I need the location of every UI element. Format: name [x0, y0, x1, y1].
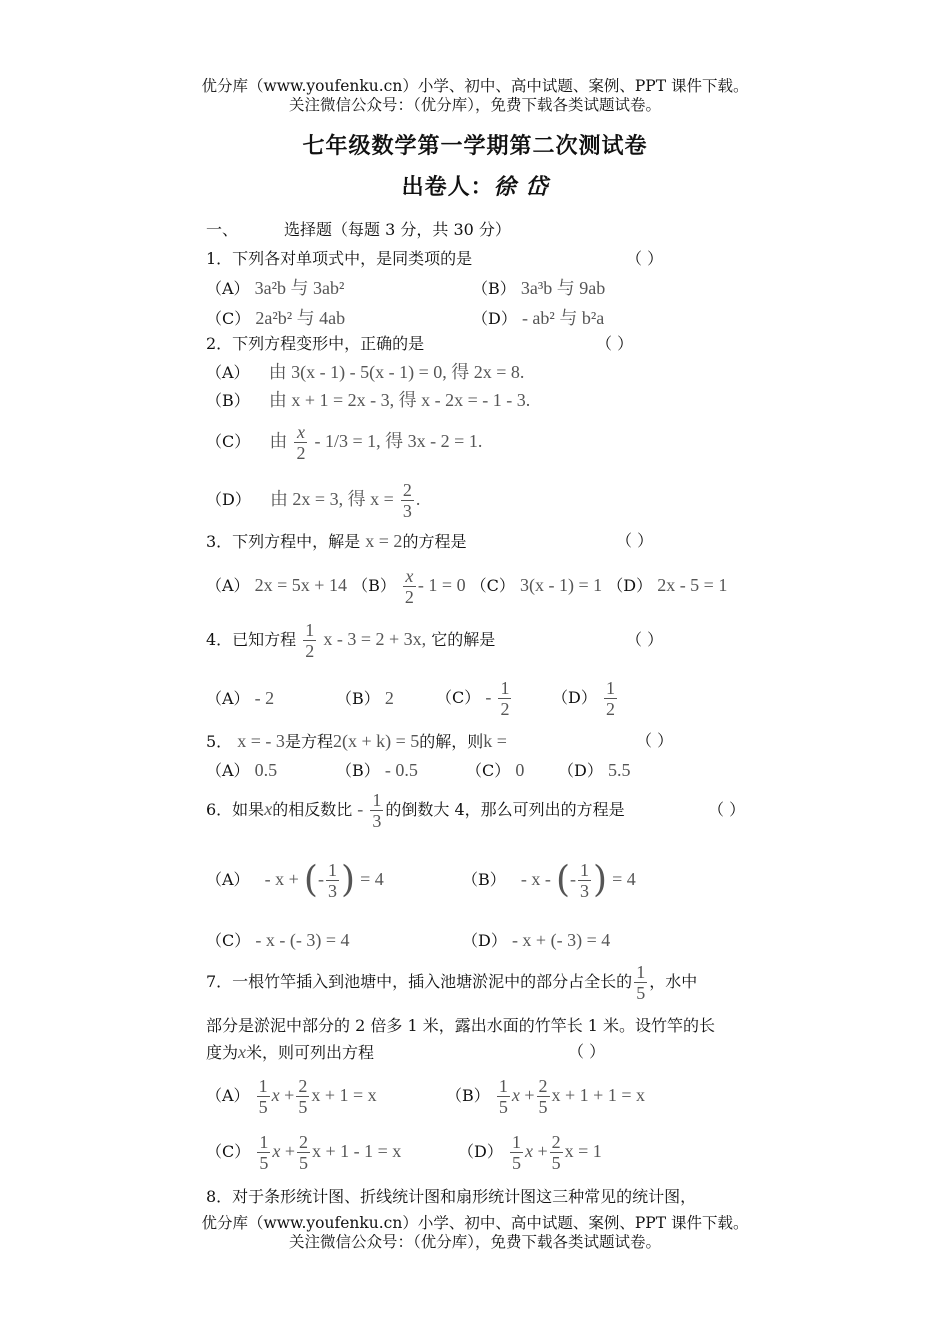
q2-answer-blank[interactable]: （ ）: [596, 334, 634, 353]
q5-stem-a: 5．: [206, 732, 233, 751]
q3-b-label: （B）: [352, 576, 396, 595]
q3-b-math: - 1 = 0: [417, 575, 466, 595]
q3-stem-a: 3．下列方程中，解是: [206, 532, 361, 551]
q7-stem-b: ，水中: [649, 972, 698, 991]
q4-stem-b: 它的解是: [431, 630, 496, 649]
q1-a-label: （A）: [206, 279, 250, 298]
q2-b-label: （B）: [206, 391, 250, 410]
q3-c-label: （C）: [470, 576, 515, 595]
q4-option-b: [336, 688, 394, 709]
q6-a-fraction: $\frac{1}{3}$: [327, 860, 337, 901]
q1-option-b: [472, 278, 605, 299]
q3-stem: [206, 531, 466, 552]
q5-d-label: （D）: [558, 761, 603, 780]
footer-line-2: 关注微信公众号：（优分库），免费下载各类试题试卷。: [288, 1233, 661, 1251]
q6-d-label: （D）: [462, 931, 507, 950]
q3-stem-b: 的方程是: [402, 532, 467, 551]
q7-option-d: （D） $\frac{1}{5}$ x + $\frac{2}{5}$ x = 1: [458, 1132, 602, 1173]
q6-stem-math: x: [264, 799, 273, 819]
q6-a-math-pre: - x +: [264, 869, 299, 889]
page-title: 七年级数学第一学期第二次测试卷: [302, 133, 648, 159]
q6-option-a: （A） - x + (- $\frac{1}{3}$ ) = 4: [206, 859, 384, 901]
q7-stem-line1: [206, 962, 697, 1003]
q1-stem: 1．下列各对单项式中，是同类项的是: [206, 249, 473, 268]
q5-d-math: 5.5: [607, 760, 631, 780]
q6-b-label: （B）: [462, 870, 506, 889]
q4-option-d: [552, 678, 619, 719]
q4-answer-blank[interactable]: （ ）: [626, 630, 664, 649]
q5-stem-math2: 2(x + k) = 5: [332, 731, 420, 751]
q6-stem-b: 的相反数比: [272, 800, 353, 819]
q4-d-fraction: $\frac{1}{2}$: [605, 678, 615, 719]
q4-a-math: - 2: [254, 688, 275, 708]
q6-stem: 6．如果x的相反数比 - $\frac{1}{3}$ 的倒数大 4，那么可列出的方程是: [206, 790, 625, 831]
q2-d-fraction: $\frac{2}{3}$: [402, 480, 412, 521]
q5-b-math: - 0.5: [384, 760, 418, 780]
q7-option-c: （C） $\frac{1}{5}$ x + $\frac{2}{5}$ x + 1 - 1 = x: [206, 1132, 402, 1173]
q7-b-label: （B）: [446, 1086, 490, 1105]
q5-c-math: 0: [515, 760, 525, 780]
q1-option-c: [206, 308, 345, 329]
q1-d-label: （D）: [472, 309, 517, 328]
q5-option-c: [466, 760, 524, 781]
q3-a-label: （A）: [206, 576, 250, 595]
q2-d-post: .: [415, 489, 421, 509]
q1-c-label: （C）: [206, 309, 251, 328]
q2-option-b: [206, 390, 530, 411]
q3-stem-math: x = 2: [365, 531, 403, 551]
q6-answer-blank[interactable]: （ ）: [708, 800, 746, 819]
q5-stem-math3: k =: [483, 731, 507, 751]
footer-line-1: 优分库（www.youfenku.cn）小学、初中、高中试题、案例、PPT 课件下载。: [201, 1214, 749, 1232]
q5-a-math: 0.5: [254, 760, 278, 780]
q4-c-label: （C）: [436, 688, 481, 707]
q7-stem-fraction: $\frac{1}{5}$: [636, 962, 646, 1003]
q4-stem-math: x - 3 = 2 + 3x,: [323, 629, 427, 649]
q1-b-math: 3a³b 与 9ab: [520, 278, 606, 298]
q5-stem-math1: x = - 3: [237, 731, 285, 751]
section-number: 一、: [206, 220, 239, 239]
q2-b-text: 由 x + 1 = 2x - 3, 得 x - 2x = - 1 - 3.: [268, 390, 531, 410]
q4-a-label: （A）: [206, 689, 250, 708]
q4-b-label: （B）: [336, 689, 380, 708]
q6-stem-a: 6．如果: [206, 800, 265, 819]
q1-b-label: （B）: [472, 279, 516, 298]
author-line: [0, 173, 950, 201]
q4-option-c: [436, 678, 513, 719]
q6-a-label: （A）: [206, 870, 250, 889]
q7-stem-line3: [206, 1042, 374, 1063]
q6-c-math: - x - (- 3) = 4: [255, 930, 350, 950]
q5-option-a: [206, 760, 277, 781]
q2-stem: 2．下列方程变形中，正确的是: [206, 334, 425, 353]
q3-answer-blank[interactable]: （ ）: [616, 531, 654, 550]
q6-stem-fraction: $\frac{1}{3}$: [372, 790, 382, 831]
q2-option-c: [206, 422, 482, 463]
q2-a-label: （A）: [206, 363, 250, 382]
q2-option-a: [206, 362, 524, 383]
q7-line3-math: x: [238, 1042, 247, 1062]
q3-d-label: （D）: [607, 576, 653, 595]
q7-c-label: （C）: [206, 1142, 251, 1161]
q7-d-label: （D）: [458, 1142, 503, 1161]
q4-d-label: （D）: [552, 688, 597, 707]
q7-a-label: （A）: [206, 1086, 250, 1105]
q1-a-math: 3a²b 与 3ab²: [254, 278, 345, 298]
q2-d-label: （D）: [206, 490, 251, 509]
q4-c-math: -: [485, 687, 492, 707]
q1-d-math: - ab² 与 b²a: [521, 308, 605, 328]
author-label: 出卷人：: [401, 174, 494, 200]
q5-stem-b: 是方程: [284, 732, 333, 751]
section-heading: 选择题（每题 3 分，共 30 分）: [284, 220, 511, 239]
q3-options: [206, 566, 727, 607]
q6-option-d: [462, 930, 610, 951]
q2-c-pre: 由: [269, 431, 288, 451]
q5-answer-blank[interactable]: （ ）: [636, 731, 674, 750]
q7-line3-a: 度为: [206, 1043, 239, 1062]
q4-stem-a: 4．已知方程: [206, 630, 297, 649]
author-name: 徐 岱: [493, 174, 549, 200]
q5-stem-c: 的解，则: [419, 732, 484, 751]
q6-option-c: [206, 930, 349, 951]
q2-c-post: - 1/3 = 1, 得 3x - 2 = 1.: [314, 431, 483, 451]
q2-a-text: 由 3(x - 1) - 5(x - 1) = 0, 得 2x = 8.: [268, 362, 525, 382]
q3-c-math: 3(x - 1) = 1: [520, 575, 603, 595]
q6-d-math: - x + (- 3) = 4: [511, 930, 611, 950]
q5-a-label: （A）: [206, 761, 250, 780]
q7-line3-b: 米，则可列出方程: [246, 1043, 375, 1062]
q2-c-label: （C）: [206, 432, 251, 451]
q6-b-math-pre: - x -: [520, 869, 551, 889]
q2-option-d: [206, 480, 420, 521]
q6-option-b: （B） - x - (- $\frac{1}{3}$ ) = 4: [462, 859, 636, 901]
q1-option-d: [472, 308, 604, 329]
q5-b-label: （B）: [336, 761, 380, 780]
q7-stem-a: 7．一根竹竿插入到池塘中，插入池塘淤泥中的部分占全长的: [206, 972, 633, 991]
q6-b-fraction: $\frac{1}{3}$: [580, 860, 589, 901]
q3-b-fraction: $\frac{x}{2}$: [404, 566, 414, 607]
q7-option-a: （A） $\frac{1}{5}$ x + $\frac{2}{5}$ x + 1 = x: [206, 1076, 377, 1117]
q2-c-fraction: $\frac{x}{2}$: [296, 422, 306, 463]
q4-stem: [206, 620, 495, 661]
q3-a-math: 2x = 5x + 14: [254, 575, 347, 595]
q2-d-pre: 由 2x = 3, 得 x =: [269, 489, 394, 509]
q6-stem-c: 的倒数大 4，那么可列出的方程是: [385, 800, 625, 819]
q7-a-tail: x + 1 = x: [311, 1085, 377, 1105]
q6-c-label: （C）: [206, 931, 251, 950]
q7-d-tail: x = 1: [564, 1141, 602, 1161]
q4-c-fraction: $\frac{1}{2}$: [500, 678, 510, 719]
header-line-2: 关注微信公众号：（优分库），免费下载各类试题试卷。: [288, 96, 661, 114]
q4-option-a: [206, 688, 274, 709]
header-line-1: 优分库（www.youfenku.cn）小学、初中、高中试题、案例、PPT 课件下载。: [201, 77, 749, 95]
q1-answer-blank[interactable]: （ ）: [626, 249, 664, 268]
q7-answer-blank[interactable]: （ ）: [568, 1042, 606, 1061]
q6-b-math-post: = 4: [612, 869, 636, 889]
q5-option-b: [336, 760, 418, 781]
q7-option-b: （B） $\frac{1}{5}$ x + $\frac{2}{5}$ x + 1 + 1 = x: [446, 1076, 645, 1117]
q5-option-d: [558, 760, 630, 781]
q7-c-tail: x + 1 - 1 = x: [312, 1141, 402, 1161]
q5-stem: [206, 731, 507, 752]
q5-c-label: （C）: [466, 761, 511, 780]
q8-stem: 8．对于条形统计图、折线统计图和扇形统计图这三种常见的统计图，: [206, 1187, 697, 1206]
q4-b-math: 2: [384, 688, 394, 708]
q4-stem-fraction: $\frac{1}{2}$: [305, 620, 315, 661]
q7-stem-line2: 部分是淤泥中部分的 2 倍多 1 米，露出水面的竹竿长 1 米。设竹竿的长: [206, 1016, 716, 1035]
q7-b-tail: x + 1 + 1 = x: [551, 1085, 645, 1105]
q6-a-math-post: = 4: [360, 869, 384, 889]
q1-option-a: [206, 278, 344, 299]
q1-c-math: 2a²b² 与 4ab: [255, 308, 346, 328]
q3-d-math: 2x - 5 = 1: [657, 575, 728, 595]
